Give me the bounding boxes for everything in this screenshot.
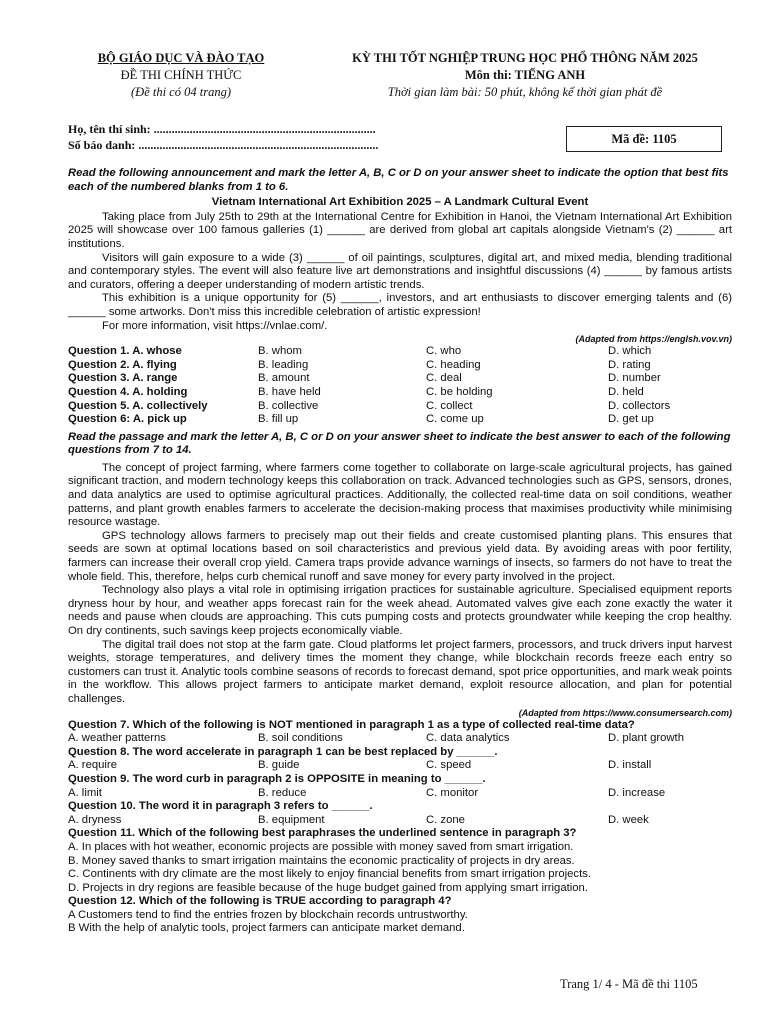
announcement-title: Vietnam International Art Exhibition 2025 – A Landmark Cultural Event [211, 196, 589, 209]
passage-source: (Adapted from https://www.consumersearch.com) [518, 707, 732, 718]
question-8-a: A. require [68, 759, 117, 772]
question-9-c: C. monitor [426, 786, 479, 799]
header-right [320, 50, 730, 101]
question-11-d: D. Projects in dry regions are feasible because of the huge budget gained from applying smart irrigation. [68, 881, 588, 894]
question-5-a: Question 5. A. collectively [68, 399, 208, 412]
question-12 [68, 895, 732, 936]
question-10-d: D. week [608, 813, 649, 826]
header-left [68, 50, 294, 101]
question-11-stem: Question 11. Which of the following best paraphrases the underlined sentence in paragraph 3? [68, 827, 577, 840]
question-10-b: B. equipment [258, 813, 325, 826]
announcement-paragraph-1: Taking place from July 25th to 29th at the International Centre for Exhibition in Hanoi, the Vietnam International Art Exhibition 2025 will showcase over 100 famous galleries (1) ______ are derived from global art capitals alongside Vietnam's (2) ______ art institutions. [68, 210, 732, 250]
question-12-stem: Question 12. Which of the following is TRUE according to paragraph 4? [68, 895, 452, 908]
question-10-a: A. dryness [68, 813, 122, 826]
question-9-b: B. reduce [258, 786, 307, 799]
question-11-c: C. Continents with dry climate are the most likely to enjoy financial benefits from smart irrigation projects. [68, 868, 592, 881]
question-row [68, 386, 732, 400]
ministry-name: BỘ GIÁO DỤC VÀ ĐÀO TẠO [97, 51, 265, 65]
question-7-b: B. soil conditions [258, 732, 343, 745]
question-9 [68, 773, 732, 800]
question-3-b: B. amount [258, 372, 310, 385]
question-7-c: C. data analytics [426, 732, 510, 745]
question-2-b: B. leading [258, 358, 309, 371]
page-footer: Trang 1/ 4 - Mã đề thi 1105 [560, 977, 698, 991]
passage-paragraph-2: GPS technology allows farmers to precisely map out their fields and create customised planting plans. This ensures that seeds are sown at optimal locations based on soil characteristics and previous yield data. By avoiding areas with poor fertility, farmers can increase their overall crop yield. Camera traps provide advance warnings of insects, so farmers do not have to treat the whole field. This, therefore, helps curb chemical runoff and save money for every party involved in the project. [68, 529, 732, 583]
question-9-d: D. increase [608, 786, 666, 799]
question-7-stem: Question 7. Which of the following is NOT mentioned in paragraph 1 as a type of collected real-time data? [68, 718, 635, 731]
subject: Môn thi: TIẾNG ANH [464, 68, 586, 82]
question-4-a: Question 4. A. holding [68, 385, 188, 398]
question-8-c: C. speed [426, 759, 472, 772]
question-8-stem: Question 8. The word accelerate in paragraph 1 can be best replaced by ______. [68, 745, 498, 758]
question-8-d: D. install [608, 759, 652, 772]
question-10-c: C. zone [426, 813, 465, 826]
question-11 [68, 827, 732, 895]
question-1-b: B. whom [258, 345, 302, 358]
time-allowed: Thời gian làm bài: 50 phút, không kể thời gian phát đề [387, 85, 663, 99]
part2-instruction: Read the passage and mark the letter A, B, C or D on your answer sheet to indicate the best answer to each of the following questions from 7 to 14. [68, 430, 731, 457]
candidate-name-field: Họ, tên thí sinh: .......................................................................... [68, 122, 376, 136]
question-row [68, 359, 732, 373]
question-6-a: Question 6: A. pick up [68, 413, 187, 426]
question-11-a: A. In places with hot weather, economic projects are possible with money saved from smart irrigation. [68, 840, 574, 853]
question-4-d: D. held [608, 385, 644, 398]
question-10-stem: Question 10. The word it in paragraph 3 refers to ______. [68, 800, 373, 813]
passage-paragraph-4: The digital trail does not stop at the farm gate. Cloud platforms let project farmers, processors, and truck drivers input harvest weights, storage temperatures, and delivery times the moment they change, while blockchain records freeze each entry so customers can trust it. Analytic tools combine seasons of records to forecast demand, spot price opportunities, and mark weak points in the workflow. This allows project farmers to anticipate market demand, exploit resource allocation, and plan for potential challenges. [68, 638, 732, 705]
page-count: (Đề thi có 04 trang) [131, 85, 231, 99]
question-10 [68, 800, 732, 827]
announcement-paragraph-2: Visitors will gain exposure to a wide (3) ______ of oil paintings, sculptures, digital art, and mixed media, blending traditional and contemporary styles. The event will also feature live art demonstrations and insightful discussions (4) ______ by famous artists and curators, offering a deeper understanding of modern artistic trends. [68, 251, 732, 291]
question-4-c: C. be holding [426, 385, 493, 398]
question-1-a: Question 1. A. whose [68, 345, 182, 358]
question-5-b: B. collective [258, 399, 319, 412]
question-4-b: B. have held [258, 385, 321, 398]
question-11-b: B. Money saved thanks to smart irrigation maintains the economic practicality of projects in dry areas. [68, 854, 575, 867]
passage-paragraph-3: Technology also plays a vital role in optimising irrigation practices for sustainable agriculture. Specialised equipment reports dryness hour by hour, and weather apps forecast rain for the week ahead. Automated valves give each zone exactly the water it needs and pause when clouds are approaching. This cuts pumping costs and protects groundwater while keeping the crop healthy. On dry continents, such savings keep projects economically viable. [68, 584, 732, 637]
announcement-source: (Adapted from https://englsh.vov.vn) [575, 334, 732, 345]
question-2-a: Question 2. A. flying [68, 358, 177, 371]
announcement-paragraph-3: This exhibition is a unique opportunity for (5) ______, investors, and art enthusiasts to discover emerging talents and (6) ______ some artworks. Don't miss this incredible celebration of artistic expression! [68, 292, 732, 318]
question-12-a: A Customers tend to find the entries frozen by blockchain records untrustworthy. [68, 908, 468, 921]
question-3-a: Question 3. A. range [68, 372, 178, 385]
official-exam-label: ĐỀ THI CHÍNH THỨC [120, 68, 242, 82]
question-7-a: A. weather patterns [68, 732, 166, 745]
question-9-a: A. limit [68, 786, 102, 799]
announcement-paragraph-4: For more information, visit https://vnlae.com/. [102, 319, 328, 332]
question-2-d: D. rating [608, 358, 651, 371]
question-6-d: D. get up [608, 413, 654, 426]
question-1-c: C. who [426, 345, 462, 358]
passage-paragraph-1: The concept of project farming, where farmers come together to collaborate on large-scale agricultural projects, has gained significant traction, and modern technology keeps this collaboration on track. Advanced technologies such as GPS, sensors, drones, and data analytics are used to optimise agricultural practices. Additionally, the collected real-time data on soil conditions, weather patterns, and plant growth enables farmers to accelerate the decision-making process that maximises productivity while minimising resource wastage. [68, 461, 732, 529]
question-3-d: D. number [608, 372, 661, 385]
question-row [68, 413, 732, 427]
question-12-b: B With the help of analytic tools, project farmers can anticipate market demand. [68, 922, 465, 935]
exam-content [68, 167, 732, 936]
part1-questions [68, 345, 732, 427]
part1-instruction: Read the following announcement and mark the letter A, B, C or D on your answer sheet to indicate the option that best fits each of the numbered blanks from 1 to 6. [68, 167, 729, 193]
question-row [68, 372, 732, 386]
question-7-d: D. plant growth [608, 732, 684, 745]
question-3-c: C. deal [426, 372, 462, 385]
question-row [68, 345, 732, 359]
question-9-stem: Question 9. The word curb in paragraph 2 is OPPOSITE in meaning to ______. [68, 772, 486, 785]
question-8 [68, 746, 732, 773]
question-6-c: C. come up [426, 413, 484, 426]
question-6-b: B. fill up [258, 413, 299, 426]
question-2-c: C. heading [426, 358, 481, 371]
exam-code-box: Mã đề: 1105 [566, 126, 722, 152]
question-8-b: B. guide [258, 759, 300, 772]
question-row [68, 400, 732, 414]
question-1-d: D. which [608, 345, 652, 358]
candidate-info [68, 121, 448, 153]
question-7 [68, 719, 732, 746]
question-5-c: C. collect [426, 399, 473, 412]
exam-title: KỲ THI TỐT NGHIỆP TRUNG HỌC PHỔ THÔNG NĂM 2025 [352, 51, 698, 65]
candidate-id-field: Số báo danh: ................................................................................ [68, 138, 379, 152]
question-5-d: D. collectors [608, 399, 671, 412]
